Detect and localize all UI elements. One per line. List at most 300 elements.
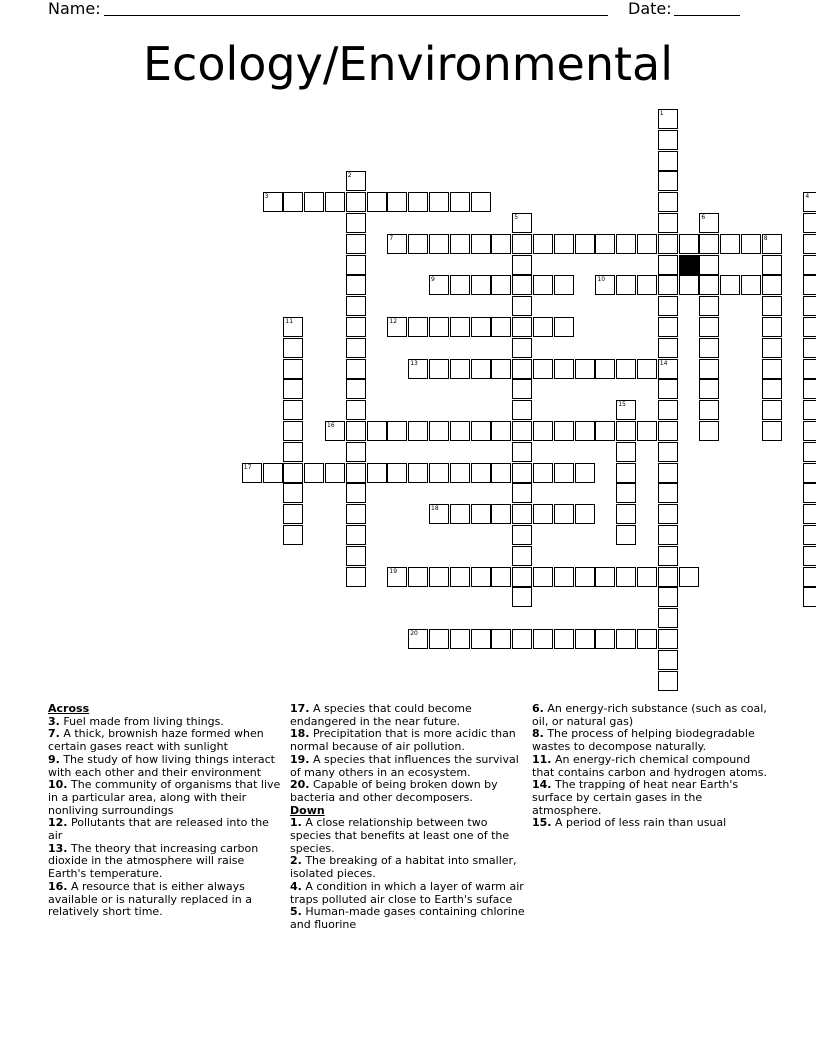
grid-cell[interactable]: [803, 400, 816, 420]
grid-cell[interactable]: [616, 483, 636, 503]
grid-cell[interactable]: [720, 275, 740, 295]
grid-cell[interactable]: [762, 379, 782, 399]
grid-cell[interactable]: [803, 234, 816, 254]
grid-cell[interactable]: [533, 421, 553, 441]
clue-number: 11: [285, 318, 294, 325]
grid-cell[interactable]: [387, 192, 407, 212]
clue-number: 18.: [290, 727, 310, 741]
grid-cell[interactable]: [637, 234, 657, 254]
grid-cell[interactable]: [803, 567, 816, 587]
grid-cell[interactable]: [471, 421, 491, 441]
grid-cell[interactable]: [595, 234, 615, 254]
grid-cell[interactable]: [346, 234, 366, 254]
grid-cell[interactable]: [429, 317, 449, 337]
grid-cell[interactable]: [283, 442, 303, 462]
grid-cell[interactable]: [637, 359, 657, 379]
clue-number: 10: [597, 276, 606, 284]
grid-cell[interactable]: [325, 463, 345, 483]
grid-cell[interactable]: [699, 234, 719, 254]
clue: [290, 906, 528, 931]
grid-cell[interactable]: [762, 234, 782, 254]
grid-cell[interactable]: [429, 234, 449, 254]
grid-cell[interactable]: [346, 400, 366, 420]
grid-cell[interactable]: [512, 296, 532, 316]
clue-text: A resource that is either always available or is naturally replaced in a relatively short time.: [48, 879, 252, 919]
grid-cell[interactable]: [471, 567, 491, 587]
grid-cell[interactable]: [762, 338, 782, 358]
grid-cell[interactable]: [346, 171, 366, 191]
grid-cell[interactable]: [263, 463, 283, 483]
clue-text: An energy-rich substance (such as coal, oil, or natural gas): [532, 702, 767, 728]
grid-cell[interactable]: [575, 504, 595, 524]
grid-cell[interactable]: [679, 275, 699, 295]
clue: [290, 754, 528, 779]
grid-cell[interactable]: [637, 629, 657, 649]
clue-number: 13.: [48, 841, 68, 855]
grid-cell[interactable]: [699, 255, 719, 275]
grid-cell[interactable]: [346, 463, 366, 483]
grid-cell[interactable]: [699, 400, 719, 420]
grid-cell[interactable]: [803, 525, 816, 545]
grid-cell[interactable]: [803, 255, 816, 275]
grid-cell[interactable]: [346, 275, 366, 295]
grid-cell[interactable]: [533, 317, 553, 337]
grid-cell[interactable]: [741, 275, 761, 295]
grid-cell[interactable]: [637, 421, 657, 441]
grid-cell[interactable]: [699, 359, 719, 379]
grid-cell[interactable]: [554, 504, 574, 524]
clue: [532, 779, 770, 817]
grid-cell[interactable]: [658, 213, 678, 233]
grid-cell[interactable]: [450, 317, 470, 337]
grid-cell[interactable]: [616, 629, 636, 649]
grid-cell[interactable]: [471, 317, 491, 337]
grid-cell[interactable]: [512, 525, 532, 545]
grid-cell[interactable]: [637, 567, 657, 587]
grid-cell[interactable]: [387, 234, 407, 254]
grid-cell[interactable]: [408, 567, 428, 587]
grid-cell[interactable]: [533, 567, 553, 587]
grid-cell[interactable]: [512, 463, 532, 483]
grid-cell[interactable]: [803, 275, 816, 295]
grid-cell[interactable]: [803, 504, 816, 524]
grid-cell[interactable]: [408, 421, 428, 441]
grid-cell[interactable]: [575, 234, 595, 254]
grid-cell[interactable]: [575, 421, 595, 441]
grid-cell[interactable]: [429, 463, 449, 483]
grid-cell[interactable]: [346, 504, 366, 524]
grid-cell[interactable]: [346, 442, 366, 462]
grid-cell[interactable]: [429, 359, 449, 379]
grid-cell[interactable]: [512, 629, 532, 649]
grid-cell[interactable]: [803, 442, 816, 462]
grid-cell[interactable]: [471, 192, 491, 212]
grid-cell[interactable]: [471, 504, 491, 524]
grid-cell[interactable]: [346, 338, 366, 358]
clue: [48, 754, 286, 779]
grid-cell[interactable]: [554, 421, 574, 441]
grid-cell[interactable]: [658, 109, 678, 129]
clue-number: 17: [243, 463, 252, 471]
grid-cell[interactable]: [595, 421, 615, 441]
grid-cell[interactable]: [491, 629, 511, 649]
grid-cell[interactable]: [658, 504, 678, 524]
grid-cell[interactable]: [346, 421, 366, 441]
grid-cell[interactable]: [699, 275, 719, 295]
clue-text: Human-made gases containing chlorine and fluorine: [290, 905, 525, 931]
clue-number: 2: [347, 172, 352, 180]
grid-cell[interactable]: [408, 463, 428, 483]
grid-cell[interactable]: [699, 338, 719, 358]
grid-cell[interactable]: [575, 359, 595, 379]
grid-cell[interactable]: [512, 213, 532, 233]
grid-cell[interactable]: [658, 338, 678, 358]
grid-cell[interactable]: [658, 587, 678, 607]
grid-cell[interactable]: [512, 442, 532, 462]
grid-cell[interactable]: [491, 234, 511, 254]
grid-cell[interactable]: [803, 192, 816, 212]
grid-cell[interactable]: [491, 421, 511, 441]
grid-cell[interactable]: [762, 275, 782, 295]
grid-cell[interactable]: [658, 629, 678, 649]
grid-cell[interactable]: [762, 317, 782, 337]
grid-cell[interactable]: [595, 275, 615, 295]
grid-cell[interactable]: [429, 567, 449, 587]
clue: [48, 843, 286, 881]
clue: [48, 779, 286, 817]
grid-cell[interactable]: [346, 317, 366, 337]
clue: [532, 703, 770, 728]
clue-number: 2.: [290, 854, 302, 868]
grid-cell[interactable]: [429, 504, 449, 524]
down-heading: Down: [290, 803, 325, 817]
date-label: Date:: [628, 0, 672, 18]
grid-cell[interactable]: [658, 234, 678, 254]
grid-cell[interactable]: [450, 359, 470, 379]
clue-number: 20.: [290, 778, 310, 792]
grid-cell[interactable]: [658, 608, 678, 628]
clue-number: 14.: [532, 778, 552, 792]
grid-cell[interactable]: [616, 567, 636, 587]
grid-cell[interactable]: [512, 379, 532, 399]
grid-cell[interactable]: [575, 567, 595, 587]
across-clue-list-continued: [290, 703, 528, 805]
grid-cell[interactable]: [387, 463, 407, 483]
grid-cell[interactable]: [491, 567, 511, 587]
name-label: Name:: [48, 0, 101, 18]
grid-cell[interactable]: [367, 192, 387, 212]
grid-cell[interactable]: [408, 359, 428, 379]
grid-cell[interactable]: [283, 379, 303, 399]
grid-cell[interactable]: [512, 338, 532, 358]
grid-cell[interactable]: [283, 421, 303, 441]
grid-cell[interactable]: [658, 192, 678, 212]
clues-column-1: [48, 703, 286, 919]
clue-number: 4.: [290, 879, 302, 893]
clue-number: 16: [327, 422, 335, 429]
grid-cell[interactable]: [283, 525, 303, 545]
grid-cell[interactable]: [803, 359, 816, 379]
grid-cell[interactable]: [283, 504, 303, 524]
grid-cell[interactable]: [491, 317, 511, 337]
grid-cell[interactable]: [387, 317, 407, 337]
clue-number: 18: [431, 505, 439, 513]
grid-cell[interactable]: [491, 359, 511, 379]
grid-cell[interactable]: [512, 504, 532, 524]
grid-cell[interactable]: [408, 192, 428, 212]
clue-number: 16.: [48, 879, 68, 893]
grid-cell[interactable]: [658, 400, 678, 420]
clue-text: The process of helping biodegradable wastes to decompose naturally.: [532, 727, 755, 754]
grid-cell[interactable]: [803, 317, 816, 337]
down-clue-list: [290, 817, 528, 931]
grid-cell[interactable]: [616, 504, 636, 524]
grid-cell[interactable]: [429, 629, 449, 649]
page-title: Ecology/Environmental: [142, 37, 674, 91]
grid-cell[interactable]: [575, 463, 595, 483]
grid-cell[interactable]: [346, 192, 366, 212]
grid-cell[interactable]: [658, 171, 678, 191]
grid-cell[interactable]: [491, 275, 511, 295]
grid-cell[interactable]: [616, 234, 636, 254]
grid-cell[interactable]: [616, 442, 636, 462]
grid-cell[interactable]: [491, 504, 511, 524]
grid-cell[interactable]: [471, 629, 491, 649]
clue: [48, 728, 286, 753]
grid-cell[interactable]: [699, 421, 719, 441]
grid-cell[interactable]: [346, 525, 366, 545]
grid-cell[interactable]: [637, 275, 657, 295]
grid-cell[interactable]: [658, 525, 678, 545]
clue: [290, 728, 528, 753]
grid-cell[interactable]: [450, 421, 470, 441]
grid-cell[interactable]: [283, 483, 303, 503]
grid-cell[interactable]: [658, 151, 678, 171]
grid-cell[interactable]: [512, 421, 532, 441]
grid-cell[interactable]: [387, 567, 407, 587]
grid-cell[interactable]: [325, 192, 345, 212]
grid-cell[interactable]: [450, 234, 470, 254]
clues-column-2: [290, 703, 528, 932]
grid-cell[interactable]: [346, 296, 366, 316]
grid-cell[interactable]: [429, 421, 449, 441]
grid-cell[interactable]: [720, 234, 740, 254]
grid-cell[interactable]: [429, 275, 449, 295]
grid-cell[interactable]: [616, 400, 636, 420]
grid-cell[interactable]: [658, 567, 678, 587]
grid-cell[interactable]: [346, 483, 366, 503]
grid-cell[interactable]: [554, 234, 574, 254]
grid-cell[interactable]: [450, 275, 470, 295]
grid-cell[interactable]: [346, 359, 366, 379]
grid-cell[interactable]: [325, 421, 345, 441]
clue-text: A condition in which a layer of warm air traps polluted air close to Earth's suface: [290, 879, 524, 906]
grid-cell[interactable]: [512, 587, 532, 607]
grid-cell[interactable]: [803, 296, 816, 316]
grid-cell[interactable]: [512, 546, 532, 566]
grid-cell[interactable]: [533, 359, 553, 379]
grid-cell[interactable]: [616, 525, 636, 545]
grid-cell[interactable]: [512, 359, 532, 379]
grid-cell[interactable]: [242, 463, 262, 483]
grid-cell[interactable]: [803, 587, 816, 607]
clue-number: 9: [431, 276, 435, 284]
grid-cell[interactable]: [554, 567, 574, 587]
grid-cell[interactable]: [762, 400, 782, 420]
grid-cell[interactable]: [408, 317, 428, 337]
grid-cell[interactable]: [762, 421, 782, 441]
grid-cell[interactable]: [595, 567, 615, 587]
clue-number: 15.: [532, 816, 552, 830]
grid-cell[interactable]: [554, 275, 574, 295]
grid-cell[interactable]: [471, 463, 491, 483]
grid-cell[interactable]: [450, 192, 470, 212]
grid-cell[interactable]: [283, 192, 303, 212]
grid-cell[interactable]: [512, 483, 532, 503]
grid-cell[interactable]: [616, 463, 636, 483]
grid-cell[interactable]: [595, 629, 615, 649]
grid-cell[interactable]: [658, 255, 678, 275]
grid-cell[interactable]: [595, 359, 615, 379]
grid-cell[interactable]: [283, 317, 303, 337]
grid-cell[interactable]: [387, 421, 407, 441]
grid-cell[interactable]: [803, 421, 816, 441]
grid-cell[interactable]: [803, 463, 816, 483]
grid-cell[interactable]: [304, 463, 324, 483]
across-heading: Across: [48, 702, 90, 715]
grid-cell[interactable]: [658, 317, 678, 337]
grid-cell[interactable]: [346, 546, 366, 566]
grid-cell[interactable]: [512, 255, 532, 275]
grid-cell[interactable]: [554, 317, 574, 337]
grid-cell[interactable]: [658, 275, 678, 295]
grid-cell[interactable]: [512, 400, 532, 420]
grid-cell[interactable]: [512, 234, 532, 254]
down-clue-list-continued: [532, 703, 770, 830]
grid-cell[interactable]: [554, 463, 574, 483]
grid-cell[interactable]: [450, 629, 470, 649]
clue: [290, 855, 528, 880]
clue-text: An energy-rich chemical compound that contains carbon and hydrogen atoms.: [532, 752, 767, 779]
clues-column-3: [532, 703, 770, 830]
grid-cell[interactable]: [762, 296, 782, 316]
grid-cell[interactable]: [658, 483, 678, 503]
grid-cell[interactable]: [658, 546, 678, 566]
clue-number: 4: [805, 193, 810, 201]
grid-cell[interactable]: [283, 338, 303, 358]
grid-cell[interactable]: [533, 504, 553, 524]
grid-cell[interactable]: [658, 442, 678, 462]
grid-cell[interactable]: [367, 463, 387, 483]
grid-cell[interactable]: [283, 400, 303, 420]
grid-cell[interactable]: [283, 359, 303, 379]
grid-cell[interactable]: [554, 359, 574, 379]
grid-cell[interactable]: [679, 567, 699, 587]
grid-cell[interactable]: [283, 463, 303, 483]
grid-cell[interactable]: [762, 255, 782, 275]
grid-cell[interactable]: [699, 379, 719, 399]
grid-cell[interactable]: [512, 275, 532, 295]
grid-cell[interactable]: [679, 234, 699, 254]
clue-number: 13: [410, 359, 418, 367]
clue-number: 8: [763, 234, 768, 242]
grid-cell[interactable]: [491, 463, 511, 483]
clue-number: 17.: [290, 702, 310, 715]
grid-cell[interactable]: [471, 275, 491, 295]
clue-number: 19.: [290, 752, 310, 766]
grid-cell[interactable]: [803, 379, 816, 399]
grid-cell[interactable]: [616, 275, 636, 295]
grid-cell[interactable]: [616, 359, 636, 379]
grid-cell[interactable]: [346, 255, 366, 275]
clue-number: 6.: [532, 702, 544, 715]
grid-cell[interactable]: [699, 296, 719, 316]
grid-cell[interactable]: [658, 671, 678, 691]
grid-cell[interactable]: [533, 275, 553, 295]
grid-cell[interactable]: [450, 567, 470, 587]
grid-cell[interactable]: [803, 546, 816, 566]
grid-cell[interactable]: [450, 463, 470, 483]
grid-cell[interactable]: [616, 421, 636, 441]
grid-cell[interactable]: [575, 629, 595, 649]
grid-cell[interactable]: [346, 213, 366, 233]
clue-number: 7: [389, 234, 394, 242]
clue-number: 19: [389, 567, 398, 575]
grid-cell[interactable]: [658, 296, 678, 316]
clue-number: 11.: [532, 752, 552, 766]
clue-number: 10.: [48, 778, 68, 792]
grid-cell[interactable]: [533, 463, 553, 483]
clue-text: A species that could become endangered in the near future.: [290, 702, 472, 728]
grid-cell[interactable]: [554, 629, 574, 649]
grid-cell[interactable]: [658, 463, 678, 483]
grid-cell[interactable]: [512, 567, 532, 587]
grid-cell[interactable]: [346, 567, 366, 587]
grid-cell[interactable]: [658, 421, 678, 441]
grid-cell[interactable]: [429, 192, 449, 212]
grid-cell[interactable]: [803, 338, 816, 358]
clue: [532, 817, 770, 830]
grid-cell[interactable]: [803, 483, 816, 503]
grid-cell[interactable]: [658, 130, 678, 150]
grid-cell[interactable]: [367, 421, 387, 441]
grid-cell[interactable]: [512, 317, 532, 337]
grid-cell[interactable]: [658, 359, 678, 379]
grid-cell[interactable]: [658, 379, 678, 399]
clue-text: Fuel made from living things.: [59, 714, 224, 728]
grid-cell[interactable]: [408, 629, 428, 649]
grid-cell[interactable]: [699, 317, 719, 337]
clue-text: A period of less rain than usual: [551, 816, 727, 830]
grid-cell[interactable]: [762, 359, 782, 379]
grid-cell[interactable]: [346, 379, 366, 399]
clue-number: 6: [701, 214, 706, 221]
grid-cell[interactable]: [263, 192, 283, 212]
grid-cell[interactable]: [658, 650, 678, 670]
grid-cell[interactable]: [533, 629, 553, 649]
grid-cell[interactable]: [741, 234, 761, 254]
grid-cell[interactable]: [408, 234, 428, 254]
grid-cell[interactable]: [471, 359, 491, 379]
grid-cell[interactable]: [304, 192, 324, 212]
grid-cell[interactable]: [450, 504, 470, 524]
clue-number: 12.: [48, 816, 68, 830]
grid-cell[interactable]: [533, 234, 553, 254]
clue-text: The community of organisms that live in a particular area, along with their nonliving surroundings: [48, 778, 281, 817]
grid-cell[interactable]: [699, 213, 719, 233]
grid-cell[interactable]: [803, 213, 816, 233]
grid-cell[interactable]: [471, 234, 491, 254]
